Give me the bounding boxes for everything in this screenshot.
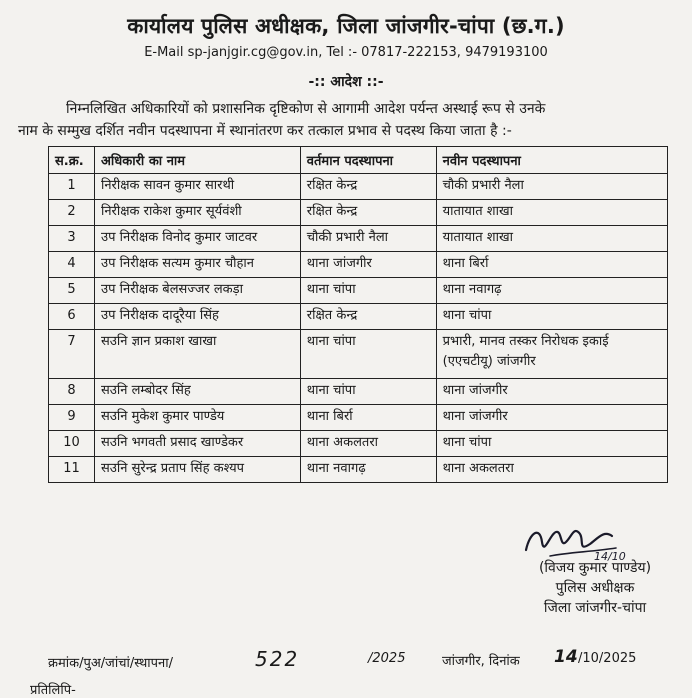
current-posting: थाना नवागढ़ <box>300 457 436 483</box>
officer-name: निरीक्षक सावन कुमार सारथी <box>94 174 300 200</box>
date-month-year: /10/2025 <box>578 651 637 666</box>
officer-name: उप निरीक्षक दादूरैया सिंह <box>94 304 300 330</box>
officer-name: सउनि लम्बोदर सिंह <box>94 379 300 405</box>
table-row <box>49 431 668 457</box>
order-heading: -:: आदेश ::- <box>308 74 384 90</box>
signatory-name: (विजय कुमार पाण्डेय) <box>538 560 652 576</box>
intro-paragraph <box>18 98 672 142</box>
current-posting: रक्षित केन्द्र <box>300 200 436 226</box>
serial-number: 8 <box>49 379 95 405</box>
officer-name: सउनि भगवती प्रसाद खाण्डेकर <box>94 431 300 457</box>
new-posting: थाना नवागढ़ <box>436 278 667 304</box>
new-posting: थाना चांपा <box>436 431 667 457</box>
transfer-table <box>48 146 668 483</box>
header-current-posting: वर्तमान पदस्थापना <box>300 147 436 174</box>
officer-name: सउनि सुरेन्द्र प्रताप सिंह कश्यप <box>94 457 300 483</box>
signatory-designation: पुलिस अधीक्षक <box>555 580 635 596</box>
serial-number: 5 <box>49 278 95 304</box>
current-posting: रक्षित केन्द्र <box>300 304 436 330</box>
date-day: 14 <box>554 647 578 667</box>
serial-number: 7 <box>49 330 95 379</box>
reference-number: 522 <box>255 647 300 671</box>
officer-name: उप निरीक्षक विनोद कुमार जाटवर <box>94 226 300 252</box>
table-row <box>49 405 668 431</box>
signatory-block <box>510 558 680 618</box>
serial-number: 10 <box>49 431 95 457</box>
signatory-district: जिला जांजगीर-चांपा <box>543 600 647 616</box>
new-posting: प्रभारी, मानव तस्कर निरोधक इकाई (एएचटीयू) जांजगीर <box>436 330 667 379</box>
current-posting: रक्षित केन्द्र <box>300 174 436 200</box>
serial-number: 4 <box>49 252 95 278</box>
copy-to-label: प्रतिलिपि- <box>30 683 76 698</box>
table-row <box>49 304 668 330</box>
serial-number: 9 <box>49 405 95 431</box>
header-serial: स.क्र. <box>49 147 95 174</box>
new-posting: थाना जांजगीर <box>436 379 667 405</box>
new-posting: चौकी प्रभारी नैला <box>436 174 667 200</box>
current-posting: थाना बिर्रा <box>300 405 436 431</box>
place-and-date-label: जांजगीर, दिनांक <box>442 654 520 669</box>
officer-name: उप निरीक्षक बेलसज्जर लकड़ा <box>94 278 300 304</box>
header-new-posting: नवीन पदस्थापना <box>436 147 667 174</box>
office-title: कार्यालय पुलिस अधीक्षक, जिला जांजगीर-चांपा (छ.ग.) <box>127 14 565 38</box>
table-row <box>49 379 668 405</box>
current-posting: थाना अकलतरा <box>300 431 436 457</box>
new-posting: यातायात शाखा <box>436 226 667 252</box>
officer-name: निरीक्षक राकेश कुमार सूर्यवंशी <box>94 200 300 226</box>
table-row <box>49 330 668 379</box>
serial-number: 3 <box>49 226 95 252</box>
current-posting: थाना चांपा <box>300 379 436 405</box>
intro-line-2: नाम के सम्मुख दर्शित नवीन पदस्थापना में स्थानांतरण कर तत्काल प्रभाव से पदस्थ किया जाता है :- <box>18 123 512 139</box>
new-posting: थाना बिर्रा <box>436 252 667 278</box>
header-officer-name: अधिकारी का नाम <box>94 147 300 174</box>
officer-name: सउनि मुकेश कुमार पाण्डेय <box>94 405 300 431</box>
new-posting: यातायात शाखा <box>436 200 667 226</box>
reference-year: /2025 <box>368 651 406 666</box>
current-posting: थाना चांपा <box>300 278 436 304</box>
table-row <box>49 226 668 252</box>
current-posting: थाना चांपा <box>300 330 436 379</box>
officer-name: उप निरीक्षक सत्यम कुमार चौहान <box>94 252 300 278</box>
contact-line: E-Mail sp-janjgir.cg@gov.in, Tel :- 07817-222153, 9479193100 <box>144 45 548 60</box>
current-posting: चौकी प्रभारी नैला <box>300 226 436 252</box>
table-header-row <box>49 147 668 174</box>
serial-number: 2 <box>49 200 95 226</box>
table-row <box>49 457 668 483</box>
officer-name: सउनि ज्ञान प्रकाश खाखा <box>94 330 300 379</box>
new-posting: थाना अकलतरा <box>436 457 667 483</box>
table-row <box>49 200 668 226</box>
new-posting: थाना चांपा <box>436 304 667 330</box>
current-posting: थाना जांजगीर <box>300 252 436 278</box>
intro-line-1: निम्नलिखित अधिकारियों को प्रशासनिक दृष्टिकोण से आगामी आदेश पर्यन्त अस्थाई रूप से उनके <box>66 101 546 117</box>
reference-line <box>48 647 668 675</box>
table-row <box>49 174 668 200</box>
signature-date-mark: 14/10 <box>594 550 626 563</box>
reference-prefix: क्रमांक/पुअ/जांचां/स्थापना/ <box>48 656 174 671</box>
table-row <box>49 278 668 304</box>
new-posting: थाना जांजगीर <box>436 405 667 431</box>
serial-number: 6 <box>49 304 95 330</box>
serial-number: 1 <box>49 174 95 200</box>
serial-number: 11 <box>49 457 95 483</box>
table-row <box>49 252 668 278</box>
